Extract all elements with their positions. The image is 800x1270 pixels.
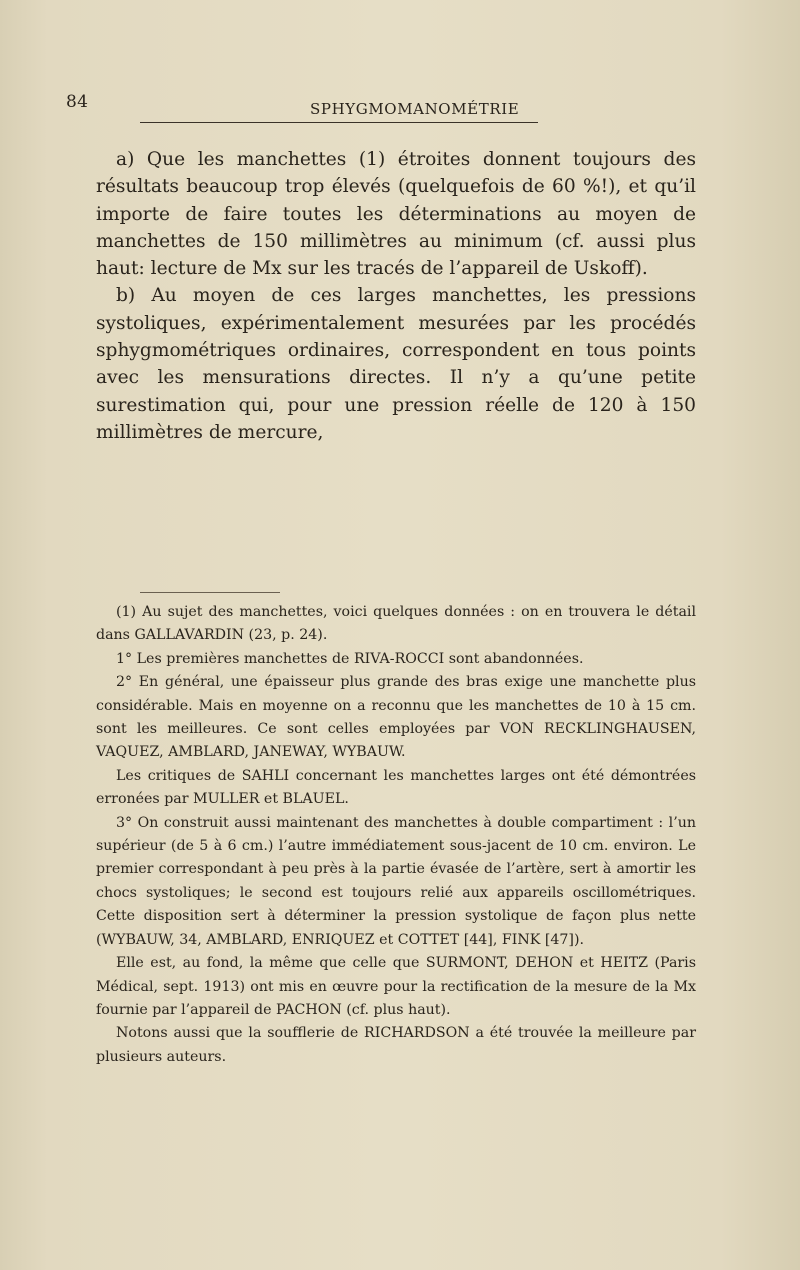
footnotes: [96, 601, 696, 1069]
footnote-item-3: 3° On construit aussi maintenant des manchettes à double compartiment : l’un supérieur (de 5 à 6 cm.) l’autre immédiatement sous-jacent de 10 cm. environ. Le premier correspondant à peu près à la partie évasée de l’artère, sert à amortir les chocs systoliques; le second est toujours relié aux appareils oscillométriques. Cette disposition sert à déterminer la pression systolique de façon plus nette (WYBAUW, 34, AMBLARD, ENRIQUEZ et COTTET [44], FINK [47]).: [96, 814, 696, 948]
running-head: SPHYGMOMANOMÉTRIE: [310, 100, 520, 118]
footnote-rule: [140, 592, 280, 593]
header-rule: [140, 122, 538, 123]
page-number: 84: [66, 92, 89, 112]
footnote-surmont: Elle est, au fond, la même que celle que SURMONT, DEHON et HEITZ (Paris Médical, sept. 1913) ont mis en œuvre pour la rectification de la mesure de la Mx fournie par l’appareil de PACHON (cf. plus haut).: [96, 955, 696, 1018]
paragraph-a: a) Que les manchettes (1) étroites donnent toujours des résultats beaucoup trop élevés (quelquefois de 60 %!), et qu’il importe de faire toutes les déterminations au moyen de manchettes de 150 millimètres au minimum (cf. aussi plus haut: lecture de Mx sur les tracés de l’appareil de Uskoff).: [96, 149, 696, 280]
paragraph-b: b) Au moyen de ces larges manchettes, les pressions systoliques, expérimentalement mesurées par les procédés sphygmométriques ordinaires, correspondent en tous points avec les mensurations directes. Il n’y a qu’une petite surestimation qui, pour une pression réelle de 120 à 150 millimètres de mercure,: [96, 285, 696, 443]
footnote-item-2: 2° En général, une épaisseur plus grande des bras exige une manchette plus considérable. Mais en moyenne on a reconnu que les manchettes de 10 à 15 cm. sont les meilleures. Ce sont celles employées par VON RECKLINGHAUSEN, VAQUEZ, AMBLARD, JANEWAY, WYBAUW.: [96, 674, 696, 761]
footnote-richardson: Notons aussi que la soufflerie de RICHARDSON a été trouvée la meilleure par plusieurs auteurs.: [96, 1025, 696, 1065]
main-text: [96, 146, 696, 446]
footnote-intro: (1) Au sujet des manchettes, voici quelques données : on en trouvera le détail dans GALLAVARDIN (23, p. 24).: [96, 604, 696, 644]
footnote-sahli: Les critiques de SAHLI concernant les manchettes larges ont été démontrées erronées par MULLER et BLAUEL.: [96, 767, 696, 808]
footnote-item-1: 1° Les premières manchettes de RIVA-ROCCI sont abandonnées.: [116, 650, 584, 667]
